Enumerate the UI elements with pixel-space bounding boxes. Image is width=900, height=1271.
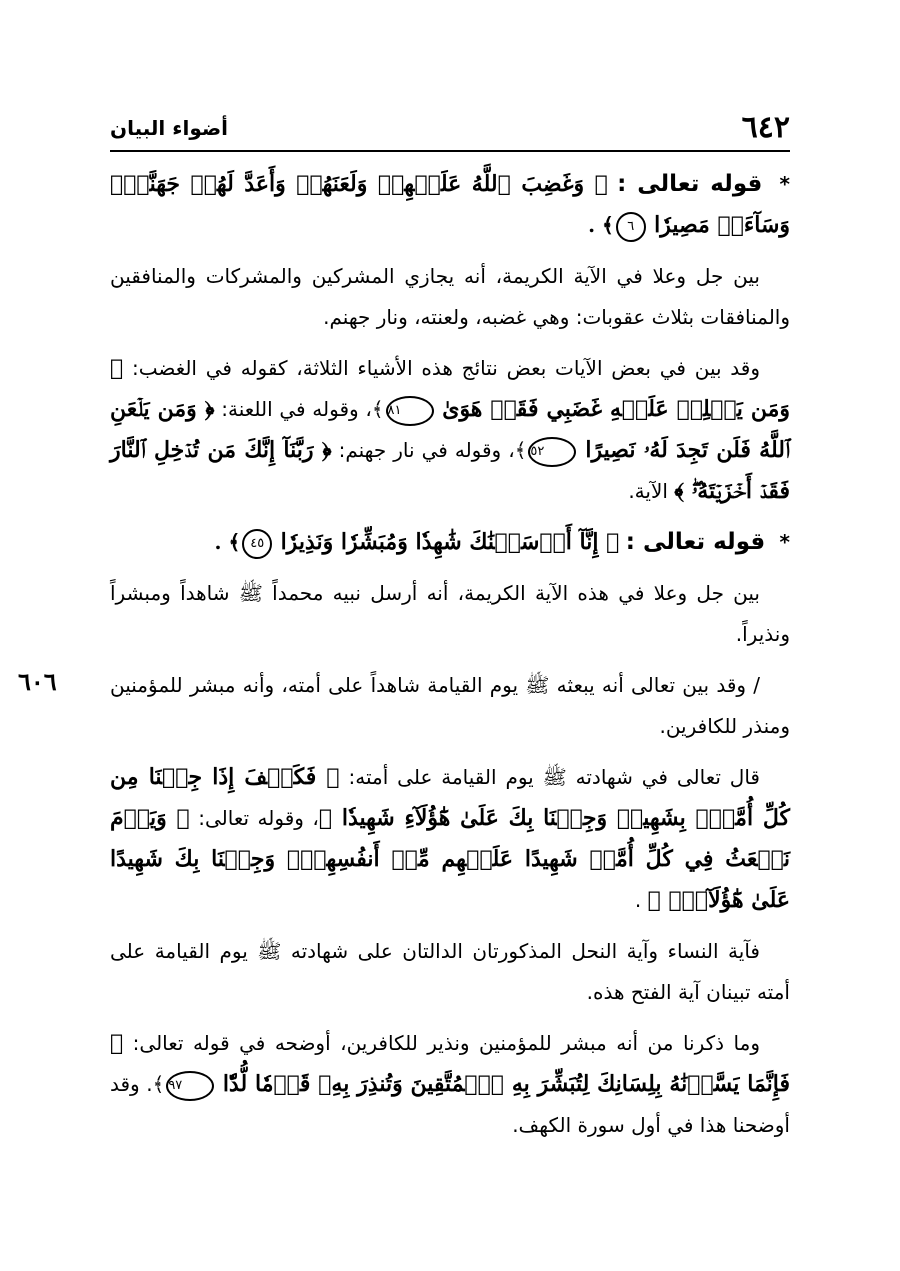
- paragraph-7: [110, 1023, 790, 1146]
- paragraph-2-text-c: ﴾، وقوله في نار جهنم:: [338, 438, 527, 462]
- paragraph-5-verse-1: ﴿ فَكَيۡفَ إِذَا جِئۡنَا مِن كُلِّ أُمَّةِۭ بِشَهِيدٖ وَجِئۡنَا بِكَ عَلَىٰ هَٰٓؤُلَآءِ شَهِيدٗا ﴾: [110, 764, 790, 831]
- margin-page-reference: ٦٠٦: [18, 667, 57, 696]
- paragraph-2-verse-3: ﴿ رَبَّنَآ إِنَّكَ مَن تُدۡخِلِ ٱلنَّارَ فَقَدۡ أَخۡزَيۡتَهُۥۖ ﴾: [110, 437, 790, 504]
- section-2-close: ﴾ .: [214, 530, 241, 554]
- paragraph-5-text-c: .: [634, 888, 642, 912]
- paragraph-1: بين جل وعلا في الآية الكريمة، أنه يجازي المشركين والمشركات والمنافقين والمنافقات بثلاث عقوبات: وهي غضبه، ولعنته، ونار جهنم.: [110, 264, 790, 329]
- paragraph-2-text-a: وقد بين في بعض الآيات بعض نتائج هذه الأشياء الثلاثة، كقوله في الغضب:: [131, 356, 761, 380]
- paragraph-7-text-a: وما ذكرنا من أنه مبشر للمؤمنين ونذير للكافرين، أوضحه في قوله تعالى:: [132, 1031, 760, 1055]
- verse-number-badge: ٤٥: [242, 529, 272, 559]
- verse-number-badge: ٦: [616, 212, 646, 242]
- paragraph-4: / وقد بين تعالى أنه يبعثه ﷺ يوم القيامة شاهداً على أمته، وأنه مبشر للمؤمنين ومنذر للكافرين.: [110, 673, 790, 738]
- paragraph-7-verse: ﴿ فَإِنَّمَا يَسَّرۡنَٰهُ بِلِسَانِكَ لِتُبَشِّرَ بِهِ ٱلۡمُتَّقِينَ وَتُنذِرَ بِهِۦ قَوۡمٗا لُّدّٗا: [110, 1030, 791, 1097]
- paragraph-2-text-b: ﴾، وقوله في اللعنة:: [221, 397, 384, 421]
- section-1-close: ﴾ .: [588, 213, 614, 237]
- section-1-heading: [110, 164, 790, 246]
- paragraph-5-text-a: قال تعالى في شهادته ﷺ يوم القيامة على أمته:: [348, 765, 760, 789]
- paragraph-4-wrapper: [18, 665, 790, 747]
- verse-number-badge: ٥٢: [528, 437, 576, 467]
- page-header: [110, 110, 790, 150]
- section-star-icon: *: [779, 172, 790, 196]
- section-2-heading: [110, 522, 790, 563]
- section-2-verse: ﴿ إِنَّآ أَرۡسَلۡنَٰكَ شَٰهِدٗا وَمُبَشِّرٗا وَنَذِيرٗا: [280, 529, 620, 555]
- paragraph-6: فآية النساء وآية النحل المذكورتان الدالتان على شهادته ﷺ يوم القيامة على أمته تبينان آية الفتح هذه.: [110, 939, 790, 1004]
- book-title: أضواء البيان: [110, 116, 229, 140]
- section-1-verse: ﴿ وَغَضِبَ ٱللَّهُ عَلَيۡهِمۡ وَلَعَنَهُمۡ وَأَعَدَّ لَهُمۡ جَهَنَّمَۖ وَسَآءَتۡ مَصِيرٗا: [110, 171, 790, 238]
- verse-number-badge: ٩٧: [166, 1071, 214, 1101]
- verse-number-badge: ٨١: [386, 396, 434, 426]
- paragraph-3: بين جل وعلا في هذه الآية الكريمة، أنه أرسل نبيه محمداً ﷺ شاهداً ومبشراً ونذيراً.: [110, 581, 790, 646]
- paragraph-5: [110, 757, 790, 921]
- paragraph-2-text-d: الآية.: [628, 479, 668, 503]
- paragraph-5-verse-2: ﴿ وَيَوۡمَ نَبۡعَثُ فِي كُلِّ أُمَّةٖ شَهِيدًا عَلَيۡهِم مِّنۡ أَنفُسِهِمۡۖ وَجِئۡنَا بِكَ شَهِيدًا عَلَىٰ هَٰٓؤُلَآءِۚ ﴾: [110, 805, 790, 913]
- section-2-lead: قوله تعالى :: [625, 529, 766, 555]
- header-divider: [110, 150, 790, 152]
- paragraph-2: [110, 348, 790, 512]
- section-star-icon: *: [779, 530, 790, 554]
- page-number: ٦٤٢: [741, 110, 790, 145]
- paragraph-7-text-b: ﴾. وقد أوضحنا هذا في أول سورة الكهف.: [110, 1072, 790, 1137]
- document-page: [18, 110, 791, 1156]
- paragraph-2-verse-2: ﴿ وَمَن يَلۡعَنِ ٱللَّهُ فَلَن تَجِدَ لَهُۥ نَصِيرًا: [110, 396, 790, 463]
- paragraph-5-text-b: ، وقوله تعالى:: [198, 806, 319, 830]
- section-1-lead: قوله تعالى :: [617, 171, 763, 197]
- paragraph-2-verse-1: ﴿ وَمَن يَحۡلِلۡ عَلَيۡهِ غَضَبِي فَقَدۡ هَوَىٰ: [110, 355, 790, 422]
